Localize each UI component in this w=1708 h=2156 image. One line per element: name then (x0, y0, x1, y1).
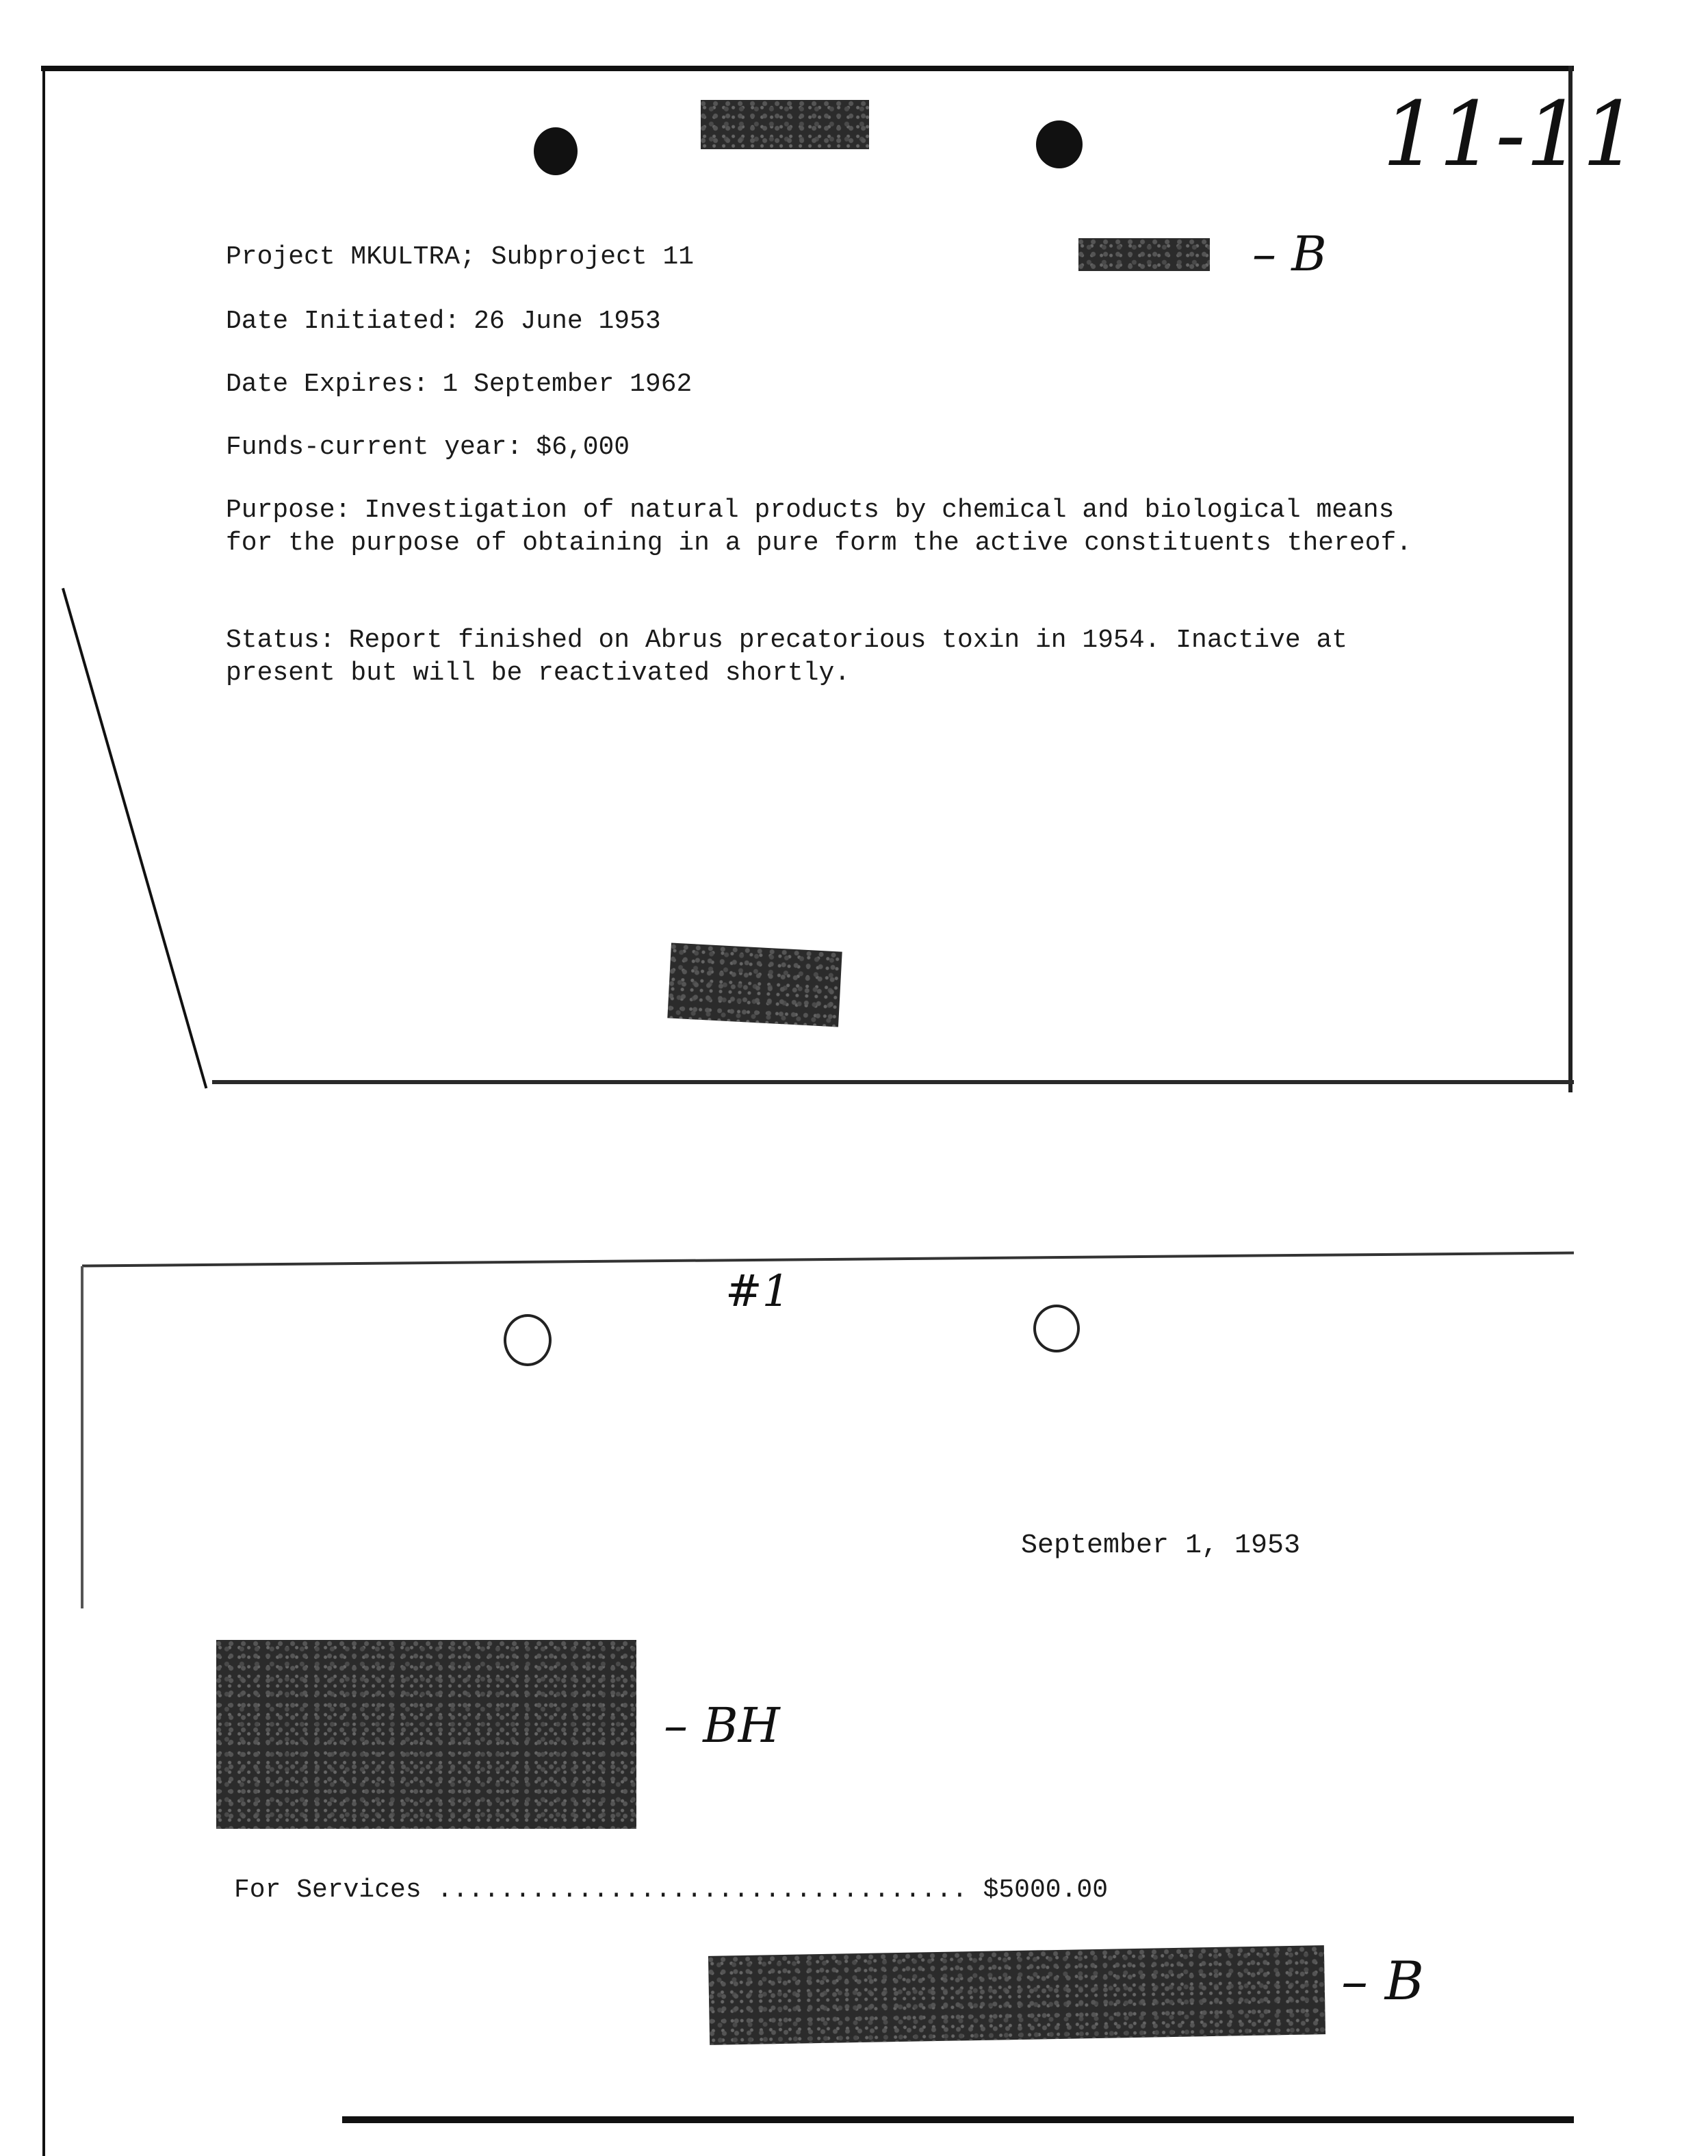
funds-row (226, 431, 630, 464)
redaction-sheet1-bottom (667, 943, 842, 1027)
handwritten-sheet-number: #1 (725, 1266, 790, 1317)
redaction-addressee (216, 1640, 636, 1829)
handwritten-addressee-note: – BH (664, 1697, 780, 1754)
punch-hole-right-sheet2 (1033, 1305, 1080, 1352)
redaction-project-id (1078, 238, 1210, 271)
date-expires-row (226, 368, 692, 401)
date-initiated-value: 26 June 1953 (474, 307, 661, 336)
redaction-signature (708, 1945, 1325, 2045)
scan-bottom-edge (342, 2116, 1574, 2123)
sheet1-right-edge (1568, 66, 1573, 1092)
date-initiated-row (226, 305, 661, 338)
redaction-header (701, 100, 869, 149)
date-initiated-label: Date Initiated: (226, 307, 461, 336)
status-label: Status: (226, 626, 335, 655)
handwritten-signature-note: – B (1341, 1951, 1425, 2012)
purpose-text: Investigation of natural products by chemical and biological means for the purpose of obtaining in a pure form the active constituents thereof. (226, 496, 1412, 558)
scan-left-border (42, 66, 45, 2156)
sheet1-top-edge (41, 66, 1574, 71)
letter-date: September 1, 1953 (1021, 1530, 1301, 1561)
handwritten-page-number: 11-11 (1382, 82, 1639, 186)
punch-hole-right (1036, 120, 1083, 168)
funds-label: Funds-current year: (226, 433, 523, 462)
date-expires-value: 1 September 1962 (442, 370, 693, 399)
funds-value: $6,000 (536, 433, 630, 462)
status-text: Report finished on Abrus precatorious toxin in 1954. Inactive at present but will be reactivated shortly. (226, 626, 1348, 688)
handwritten-redaction-note: – B (1252, 226, 1327, 282)
services-line: For Services .................................. $5000.00 (234, 1875, 1109, 1905)
status-paragraph (226, 624, 1416, 690)
purpose-paragraph (226, 494, 1416, 560)
sheet2-left-edge (81, 1266, 83, 1608)
purpose-label: Purpose: (226, 496, 351, 525)
date-expires-label: Date Expires: (226, 370, 429, 399)
punch-hole-left-sheet2 (504, 1314, 552, 1366)
sheet2-top-edge (82, 1251, 1574, 1267)
project-line: Project MKULTRA; Subproject 11 (226, 242, 695, 272)
punch-hole-left (534, 127, 578, 175)
sheet1-bottom-edge (212, 1080, 1574, 1084)
sheet1-left-edge (62, 588, 207, 1089)
